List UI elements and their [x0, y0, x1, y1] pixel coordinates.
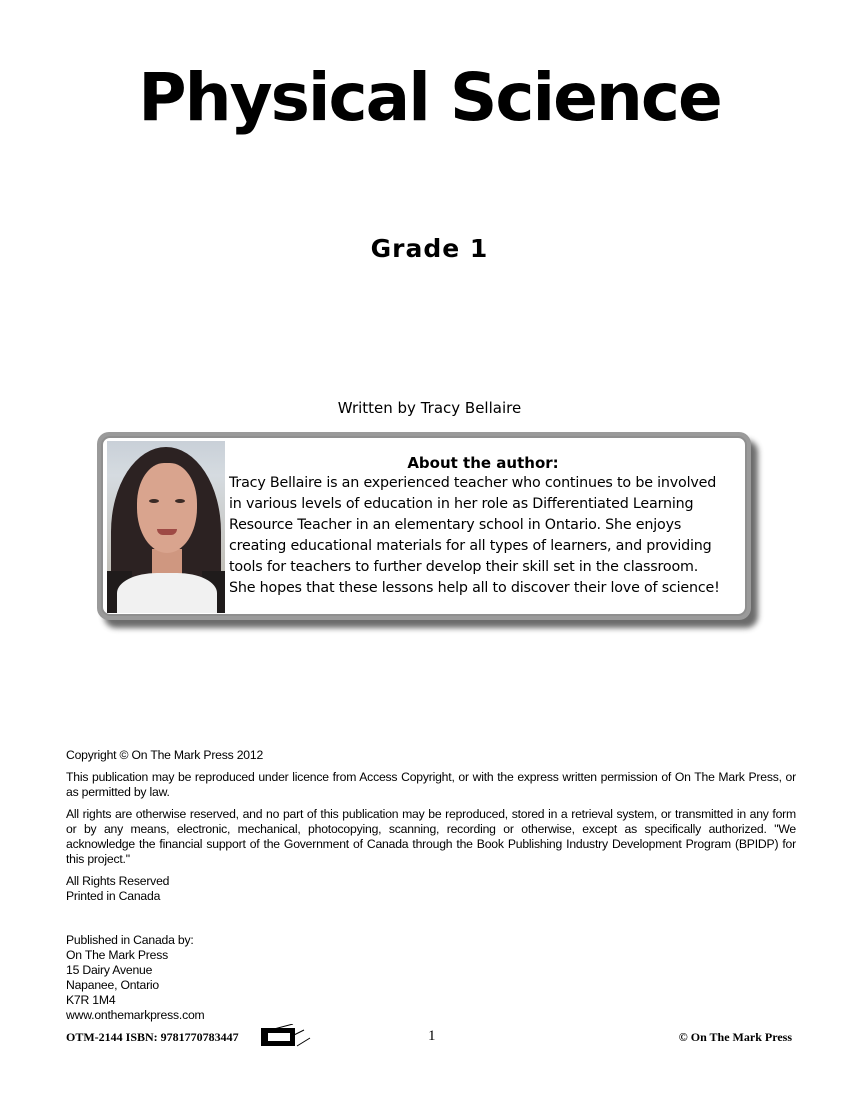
- page-footer: [0, 1028, 859, 1048]
- about-body: [229, 473, 737, 599]
- about-author: [229, 438, 737, 599]
- page-title: Physical Science: [138, 59, 721, 136]
- publisher-label: Published in Canada by:: [66, 933, 194, 947]
- publisher-street: 15 Dairy Avenue: [66, 963, 153, 977]
- page-number: 1: [428, 1028, 436, 1044]
- licence-paragraph: This publication may be reproduced under licence from Access Copyright, or with the express written permission of On The Mark Press, or as permitted by law.: [66, 770, 796, 799]
- publisher-website[interactable]: www.onthemarkpress.com: [66, 1008, 205, 1022]
- author-photo: [107, 441, 225, 613]
- about-line: Tracy Bellaire is an experienced teacher who continues to be involved: [229, 475, 717, 491]
- photo-mouth: [157, 529, 177, 535]
- author-box-inner: [101, 436, 747, 616]
- about-line: creating educational materials for all types of learners, and providing: [229, 538, 712, 554]
- photo-shirt: [117, 573, 217, 613]
- photo-eye-left: [149, 499, 159, 503]
- about-line: She hopes that these lessons help all to discover their love of science!: [229, 580, 720, 596]
- footer-code-isbn: OTM-2144 ISBN: 9781770783447: [66, 1030, 239, 1044]
- rights-paragraph: All rights are otherwise reserved, and no part of this publication may be reproduced, stored in a retrieval system, or transmitted in any form or by any means, electronic, mechanical, photocopying, scanning, recording or otherwise, except as specifically authorized. "We acknowledge the financial support of the Government of Canada through the Book Publishing Industry Development Program (BPIDP) for this project.": [66, 807, 796, 866]
- about-line: tools for teachers to further develop their skill set in the classroom.: [229, 559, 699, 575]
- book-logo-icon: [260, 1024, 312, 1052]
- printed-in: Printed in Canada: [66, 889, 161, 903]
- about-line: in various levels of education in her role as Differentiated Learning: [229, 496, 694, 512]
- about-line: Resource Teacher in an elementary school in Ontario. She enjoys: [229, 517, 682, 533]
- legal-block: [66, 748, 796, 904]
- about-heading: About the author:: [407, 454, 559, 472]
- publisher-city: Napanee, Ontario: [66, 978, 160, 992]
- photo-eye-right: [175, 499, 185, 503]
- byline: Written by Tracy Bellaire: [337, 399, 522, 417]
- grade-label: Grade 1: [370, 234, 489, 263]
- photo-face: [137, 463, 197, 553]
- publisher-postal: K7R 1M4: [66, 993, 116, 1007]
- all-rights-reserved: All Rights Reserved: [66, 874, 170, 888]
- footer-copyright: © On The Mark Press: [678, 1030, 792, 1044]
- copyright-line: Copyright © On The Mark Press 2012: [66, 748, 264, 762]
- publisher-name: On The Mark Press: [66, 948, 169, 962]
- author-box: [97, 432, 751, 620]
- publisher-block: [66, 933, 796, 1023]
